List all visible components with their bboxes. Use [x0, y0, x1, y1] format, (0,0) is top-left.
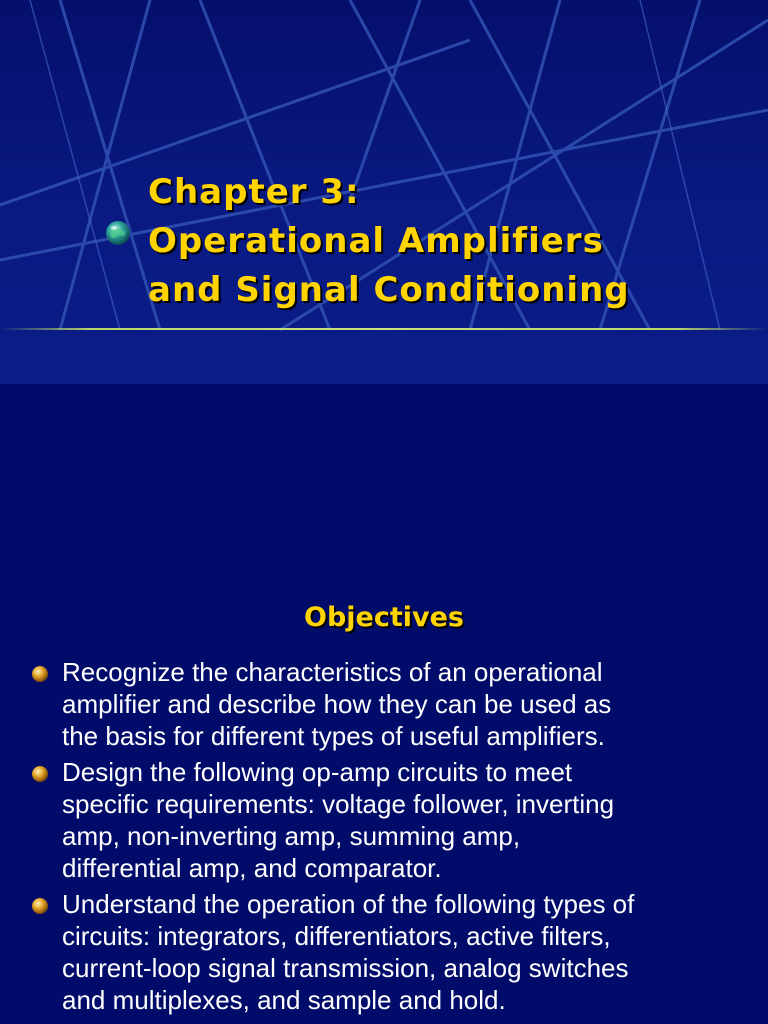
objective-line: the basis for different types of useful amplifiers.: [62, 721, 605, 751]
objective-line: circuits: integrators, differentiators, active filters,: [62, 921, 611, 951]
objectives-slide: [0, 384, 768, 1024]
title-line: and Signal Conditioning: [148, 270, 630, 310]
objective-line: Recognize the characteristics of an operational: [62, 657, 603, 687]
objective-line: amplifier and describe how they can be used as: [62, 689, 612, 719]
objective-line: current-loop signal transmission, analog switches: [62, 953, 629, 983]
objective-line: specific requirements: voltage follower, inverting: [62, 789, 615, 819]
orange-sphere-bullet-icon: [31, 665, 49, 683]
orange-sphere-bullet-icon: [31, 897, 49, 915]
title-line: Chapter 3:: [148, 172, 360, 212]
objectives-heading: Objectives: [304, 602, 464, 633]
objectives-list: [0, 656, 768, 1020]
orange-sphere-bullet-icon: [31, 765, 49, 783]
globe-bullet-icon: [104, 219, 132, 247]
list-item: [0, 756, 768, 884]
slide-title: [148, 168, 748, 315]
objective-line: Design the following op-amp circuits to meet: [62, 757, 573, 787]
list-item: [0, 888, 768, 1016]
list-item: [0, 656, 768, 752]
title-divider: [0, 328, 768, 330]
title-slide: [0, 0, 768, 384]
objective-line: Understand the operation of the following types of: [62, 889, 635, 919]
objective-line: differential amp, and comparator.: [62, 853, 442, 883]
objective-line: amp, non-inverting amp, summing amp,: [62, 821, 521, 851]
objective-line: and multiplexes, and sample and hold.: [62, 985, 506, 1015]
title-line: Operational Amplifiers: [148, 221, 604, 261]
